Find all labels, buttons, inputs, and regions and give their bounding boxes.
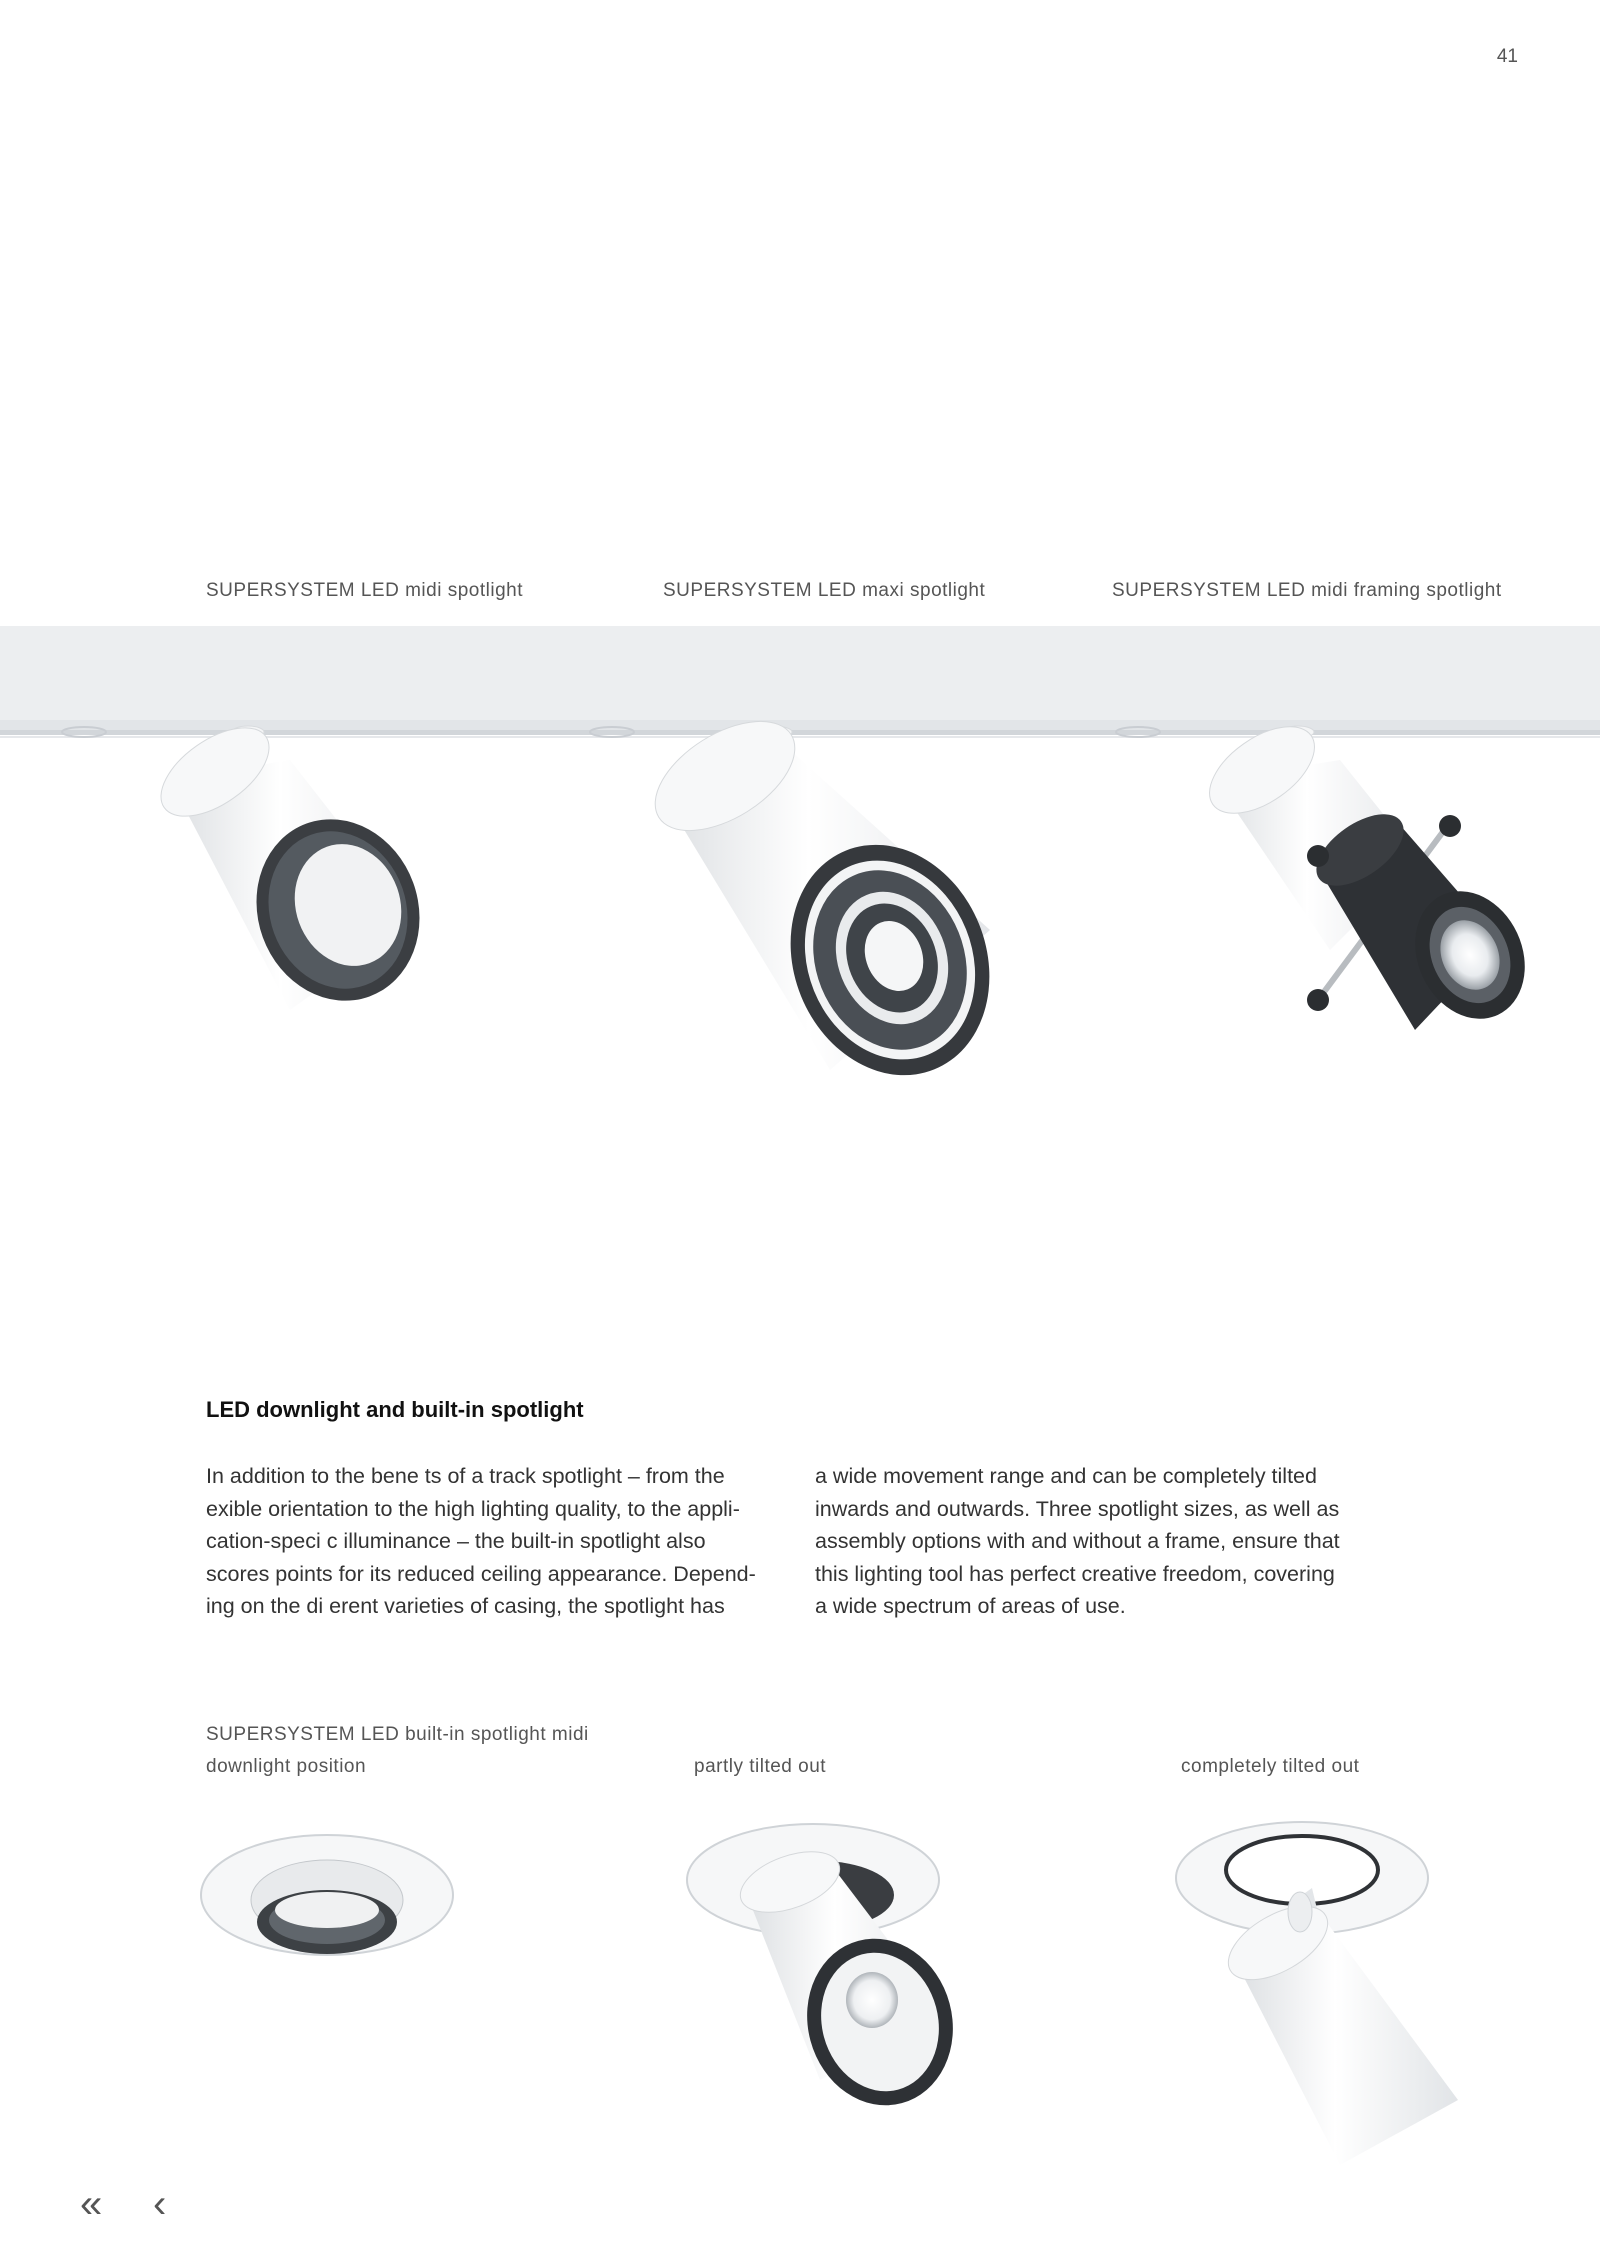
page-number: 41 [1496,46,1518,67]
body-line: In addition to the bene ts of a track spotlight – from the [206,1464,725,1488]
nav-previous-page[interactable] [153,2182,166,2227]
framing-spotlight [1194,709,1545,1036]
caption-midi-spotlight: SUPERSYSTEM LED midi spotlight [206,580,523,601]
body-line: exible orientation to the high lighting quality, to the appli- [206,1496,740,1521]
caption-downlight-position: downlight position [206,1756,367,1777]
track-spotlights-illustration [0,620,1600,1100]
builtin-partly-tilted [687,1824,971,2122]
nav-first-page[interactable] [80,2182,102,2227]
builtin-downlight-position [201,1835,453,1955]
body-line: a wide movement range and can be completely tilted [815,1464,1317,1488]
double-chevron-left-icon: « [80,2182,103,2226]
builtin-spotlights-illustration [0,1800,1600,2200]
chevron-left-icon: ‹ [153,2182,167,2226]
body-line: scores points for its reduced ceiling appearance. Depend- [206,1561,756,1586]
track-rail [0,626,1600,726]
builtin-completely-tilted [1176,1822,1458,2165]
body-column-2 [815,1460,1405,1623]
body-line: a wide spectrum of areas of use. [815,1594,1126,1618]
caption-maxi-spotlight: SUPERSYSTEM LED maxi spotlight [663,580,986,601]
body-line: ing on the di erent varieties of casing, the spotlight has [206,1594,725,1618]
body-column-1 [206,1460,796,1623]
body-line: this lighting tool has perfect creative freedom, covering [815,1561,1335,1586]
section-heading: LED downlight and built-in spotlight [206,1397,584,1422]
body-line: assembly options with and without a frame, ensure that [815,1529,1340,1553]
body-line: cation-speci c illuminance – the built-in spotlight also [206,1529,706,1553]
maxi-spotlight [637,699,1024,1100]
midi-spotlight [146,710,445,1024]
caption-partly-tilted-out: partly tilted out [694,1756,827,1777]
caption-framing-spotlight: SUPERSYSTEM LED midi framing spotlight [1112,580,1502,601]
body-line: inwards and outwards. Three spotlight sizes, as well as [815,1496,1340,1521]
builtin-title: SUPERSYSTEM LED built-in spotlight midi [206,1724,589,1745]
caption-completely-tilted-out: completely tilted out [1181,1756,1360,1777]
